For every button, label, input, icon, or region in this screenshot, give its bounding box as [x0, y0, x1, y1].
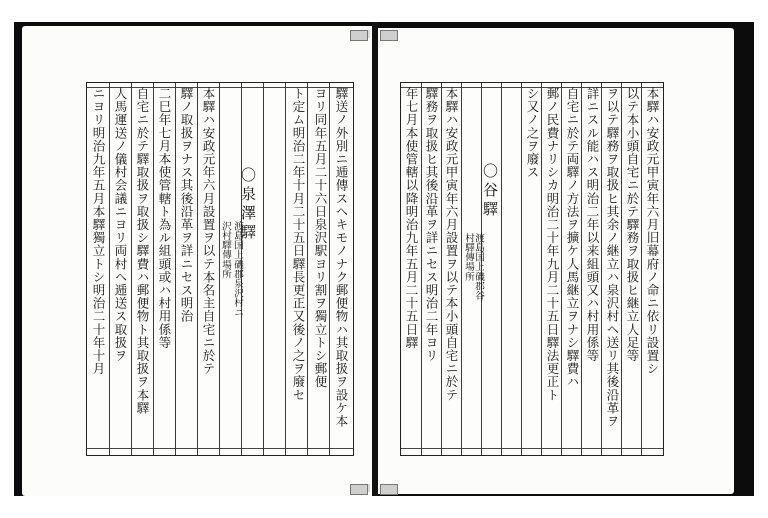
- annotation-column: 村驛傳場所: [463, 233, 474, 281]
- page-tab-right-top: [380, 30, 398, 41]
- text-column: ニヨリ明治九年五月本驛獨立トシ明治二十年十月: [91, 87, 106, 376]
- page-tab-left-top: [350, 30, 368, 41]
- column-rule: [329, 83, 330, 455]
- column-rule: [461, 83, 462, 455]
- column-rule: [501, 83, 502, 455]
- annotation-column: 沢村驛傳場所: [220, 221, 231, 279]
- text-column: 驛務ヲ取扱ヒ其後沿革ヲ詳ニセス明治二年ヨリ: [424, 87, 439, 363]
- text-column: 自宅ニ於テ驛取扱ヲ取扱シ驛費ハ郵便物ト其取扱ヲ本驛: [135, 87, 150, 415]
- text-column: 自宅ニ於テ両驛ノ方法ヲ擴ケ人馬継立ヲナシ驛費ハ: [565, 87, 580, 389]
- column-rule: [561, 83, 562, 455]
- annotation-column: 渡島国上磯郡泉沢村ニ: [232, 221, 243, 317]
- left-page-frame: [86, 82, 354, 456]
- text-column: 驛送ノ外別ニ逓傳スヘキモノナク郵便物ハ其取扱ヲ設ケ本: [334, 87, 349, 428]
- column-rule: [641, 83, 642, 455]
- column-rule: [521, 83, 522, 455]
- column-rule: [307, 83, 308, 455]
- column-rule: [197, 83, 198, 455]
- text-column: 本驛ハ安政元甲寅年六月旧幕府ノ命ニ依リ設置シ: [645, 87, 660, 376]
- column-rule: [285, 83, 286, 455]
- column-rule: [421, 83, 422, 455]
- column-rule: [263, 83, 264, 455]
- column-rule: [109, 83, 110, 455]
- column-rule: [131, 83, 132, 455]
- text-column: 本驛ハ安政元甲寅年六月設置ヲ以テ本小頭自宅ニ於テ: [444, 87, 459, 402]
- bottom-border-band: [87, 448, 353, 449]
- column-rule: [601, 83, 602, 455]
- column-rule: [175, 83, 176, 455]
- text-column: 郵ノ民費ナリシカ明治二十年九月二十五日驛法更正ト: [545, 87, 560, 402]
- page-tab-right-bottom: [380, 484, 398, 495]
- section-heading: 〇泉澤驛: [239, 167, 257, 243]
- text-column: 以テ本小頭自宅ニ於テ驛務ヲ取扱ヒ継立人足等: [625, 87, 640, 363]
- text-column: 二巳年七月本使管轄ト為ル組頭或ハ村用係等: [157, 87, 172, 349]
- text-column: 人馬運送ノ儀村会議ニヨリ両村ヘ逓送ス取扱ヲ: [113, 87, 128, 363]
- text-column: 本驛ハ安政元年六月設置ヲ以テ本名主自宅ニ於テ: [201, 87, 216, 376]
- text-column: ト定ム明治二年十月二十五日驛長更正又後ノ之ヲ廢セ: [291, 87, 306, 402]
- text-column: 年七月本使管轄以降明治九年五月二十五日驛: [404, 87, 419, 349]
- section-heading: 〇谷驛: [481, 163, 499, 220]
- column-rule: [581, 83, 582, 455]
- text-column: シ又ノ之ヲ廢ス: [525, 87, 540, 179]
- column-rule: [153, 83, 154, 455]
- column-rule: [541, 83, 542, 455]
- column-rule: [441, 83, 442, 455]
- text-column: ヲ以テ驛務ヲ取扱ヒ其余ノ継立ハ泉沢村ヘ送リ其後沿革ヲ: [605, 87, 620, 428]
- column-rule: [621, 83, 622, 455]
- text-column: 詳ニスル能ハス明治二年以来組頭又ハ村用係等: [585, 87, 600, 363]
- text-column: 驛ノ取扱ヲナス其後沿革ヲ詳ニセス明治: [179, 87, 194, 323]
- page-tab-left-bottom: [350, 484, 368, 495]
- annotation-column: 渡島国上磯郡谷: [473, 233, 484, 301]
- text-column: ヨリ同年五月二十六日泉沢駅ヨリ割ヲ獨立トシ郵便: [313, 87, 328, 389]
- right-page-frame: [400, 82, 664, 456]
